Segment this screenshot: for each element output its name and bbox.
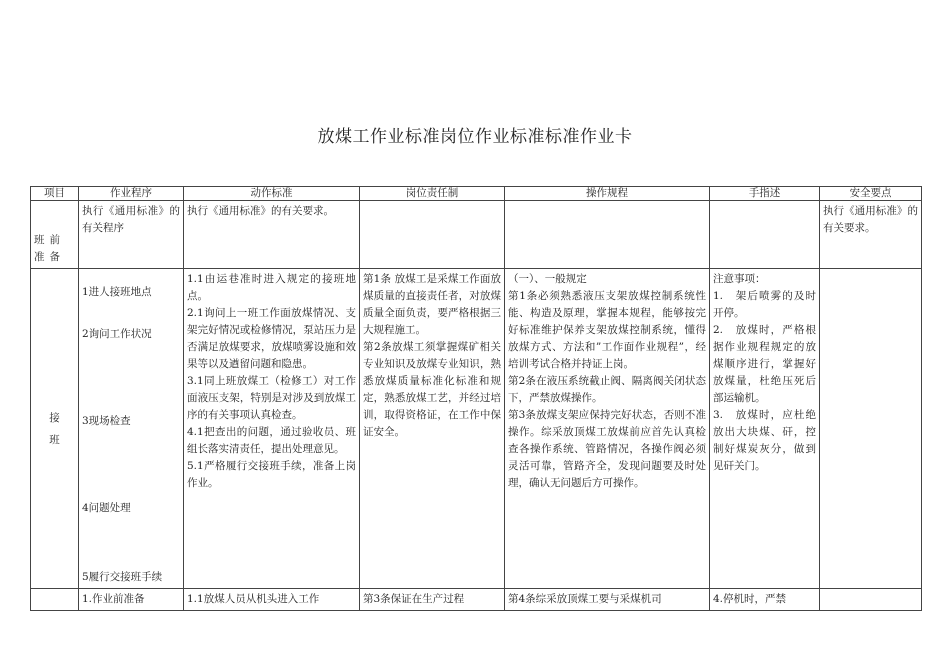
duty-pre-shift <box>360 201 505 269</box>
safety-shift-handover <box>820 269 922 589</box>
header-duty: 岗位责任制 <box>360 187 505 201</box>
procedure-shift-handover <box>79 269 184 589</box>
procedure-pre-shift: 执行《通用标准》的有关程序 <box>79 201 184 269</box>
header-safety: 安全要点 <box>820 187 922 201</box>
pointing-item: 1. 架后喷雾的及时开停。 <box>713 290 816 319</box>
rules-item: 第1条必须熟悉液压支架放煤控制系统性能、构造及原理，掌握本规程，能够按完好标准维护保养支架放煤控制系统，懂得放煤方式、方法和”工作面作业规程”，经培训考试合格并持证上岗。 <box>508 290 706 370</box>
safety-next <box>820 589 922 611</box>
action-next: 1.1放煤人员从机头进入工作 <box>184 589 360 611</box>
safety-pre-shift: 执行《通用标准》的有关要求。 <box>820 201 922 269</box>
rules-pre-shift <box>505 201 710 269</box>
header-action-standard: 动作标准 <box>184 187 360 201</box>
pointing-item: 注意事项： <box>713 273 766 285</box>
table-row-shift-handover <box>31 269 922 589</box>
rules-item: 第2条在液压系统截止阀、隔离阀关闭状态下，严禁放煤操作。 <box>508 375 706 404</box>
action-item: 5.1严格履行交接班手续，准备上岗作业。 <box>187 460 356 489</box>
item-pre-shift: 班前准备 <box>31 201 79 269</box>
pointing-next: 4.停机时，严禁 <box>710 589 820 611</box>
action-shift-handover <box>184 269 360 589</box>
procedure-step: 1进人接班地点 <box>82 286 152 298</box>
rules-item: 第3条放煤支架应保持完好状态，否则不准操作。综采放顶煤工放煤前应首先认真检查各操作系统、管路情况，各操作阀必须灵活可靠，管路齐全，发现问题要及时处理，确认无问题后方可操作。 <box>508 409 706 489</box>
procedure-next: 1.作业前准备 <box>79 589 184 611</box>
table-row-next <box>31 589 922 611</box>
rules-next: 第4条综采放顶煤工要与采煤机司 <box>505 589 710 611</box>
rules-shift-handover <box>505 269 710 589</box>
procedure-step: 3现场检查 <box>82 415 131 427</box>
pointing-item: 2. 放煤时，严格根据作业规程规定的放煤顺序进行，掌握好放煤量，杜绝压死后部运输机。 <box>713 324 816 404</box>
pointing-item: 3. 放煤时，应杜绝放出大块煤、矸，控制好煤炭灰分，做到见矸关门。 <box>713 409 816 472</box>
work-card-table <box>30 186 922 611</box>
pointing-pre-shift <box>710 201 820 269</box>
procedure-step: 5履行交接班手续 <box>82 571 163 583</box>
action-item: 3.1同上班放煤工（检修工）对工作面液压支架，特别是对涉及到放煤工序的有关事项认真检查。 <box>187 375 356 421</box>
item-shift-handover: 接班 <box>31 269 79 589</box>
action-item: 1.1由运巷准时进入规定的接班地点。 <box>187 273 356 302</box>
duty-item: 第2条放煤工须掌握煤矿相关专业知识及放煤专业知识，熟悉放煤质量标准化标准和规定，熟悉放煤工艺，并经过培训，取得资格证，在工作中保证安全。 <box>363 341 501 438</box>
duty-next: 第3条保证在生产过程 <box>360 589 505 611</box>
duty-shift-handover <box>360 269 505 589</box>
header-pointing: 手指述 <box>710 187 820 201</box>
header-procedure: 作业程序 <box>79 187 184 201</box>
header-item: 项目 <box>31 187 79 201</box>
duty-item: 第1条 放煤工是采煤工作面放煤质量的直接责任者，对放煤质量全面负责，要严格根据三大规程施工。 <box>363 273 501 336</box>
procedure-step: 4问题处理 <box>82 502 131 514</box>
procedure-step: 2询问工作状况 <box>82 328 152 340</box>
action-item: 4.1把查出的问题，通过验收员、班组长落实清责任，提出处理意见。 <box>187 426 356 455</box>
header-rules: 操作规程 <box>505 187 710 201</box>
page-title: 放煤工作业标准岗位作业标准标准作业卡 <box>317 127 633 147</box>
action-item: 2.1询问上一班工作面放煤情况、支架完好情况或检修情况，泵站压力是否满足放煤要求，放煤喷雾设施和效果等以及遒留问题和隐患。 <box>187 307 356 370</box>
action-pre-shift: 执行《通用标准》的有关要求。 <box>184 201 360 269</box>
header-row <box>31 187 922 201</box>
rules-item: （一）、一般规定 <box>508 273 587 285</box>
table-row-pre-shift <box>31 201 922 269</box>
item-next <box>31 589 79 611</box>
pointing-shift-handover <box>710 269 820 589</box>
